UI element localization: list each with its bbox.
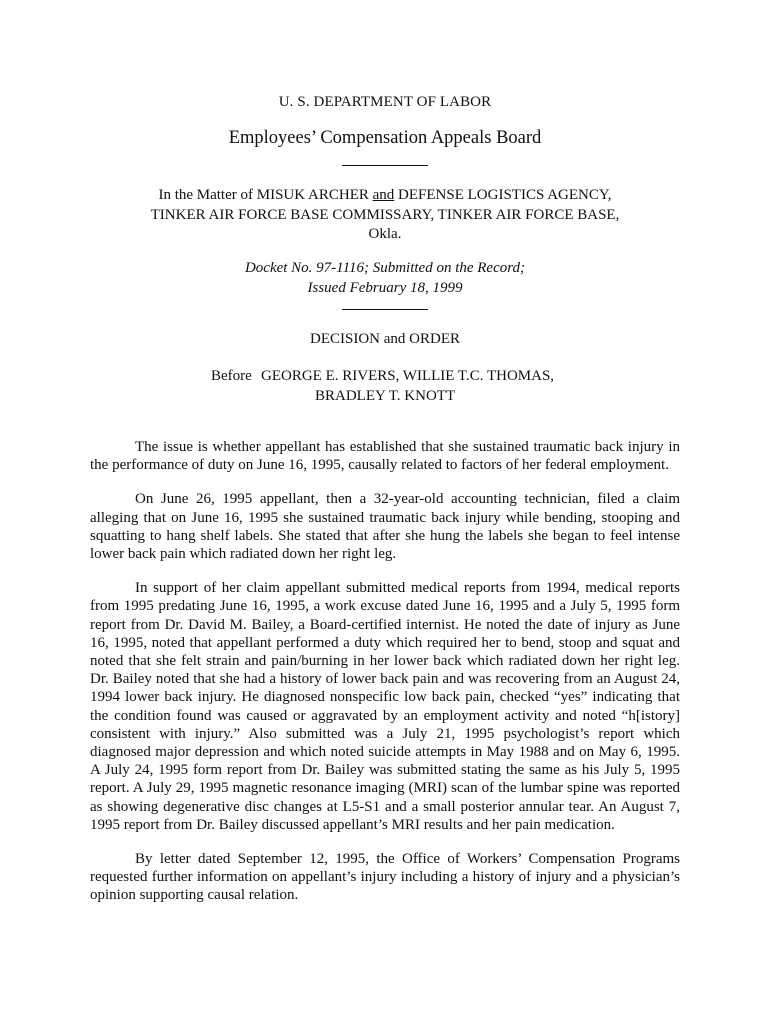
paragraph: In support of her claim appellant submitted medical reports from 1994, medical reports from 1995 predating June 16, 1995, a work excuse dated June 16, 1995 and a July 5, 1995 form report from Dr. David M. Bailey, a Board-certified internist. He noted the date of injury as June 16, 1995, noted that appellant performed a duty which required her to bend, stoop and squat and noted that she felt strain and pain/burning in her lower back which radiated down her right leg. Dr. Bailey noted that she had a history of lower back pain and was recovering from an August 24, 1994 lower back injury. He diagnosed nonspecific low back pain, checked “yes” indicating that the condition found was caused or aggravated by an employment activity and noted “h[istory] consistent with injury.” Also submitted was a July 21, 1995 psychologist’s report which diagnosed major depression and which noted suicide attempts in May 1988 and on May 6, 1995. A July 24, 1995 form report from Dr. Bailey was submitted stating the same as his July 5, 1995 report. A July 29, 1995 magnetic resonance imaging (MRI) scan of the lumbar spine was reported as showing degenerative disc changes at L5-S1 and a small posterior annular tear. An August 7, 1995 report from Dr. Bailey discussed appellant’s MRI results and her pain medication. xyxy=(90,580,680,833)
before-judges xyxy=(211,367,555,404)
department-heading: U. S. DEPARTMENT OF LABOR xyxy=(278,94,492,110)
paragraph: By letter dated September 12, 1995, the Office of Workers’ Compensation Programs requested further information on appellant’s injury including a history of injury and a physician’s opinion supporting causal relation. xyxy=(90,851,680,904)
matter-and: and xyxy=(372,187,395,203)
matter-caption xyxy=(0,186,770,245)
paragraph: The issue is whether appellant has established that she sustained traumatic back injury in the performance of duty on June 16, 1995, causally related to factors of her federal employment. xyxy=(90,439,680,474)
matter-line-3: Okla. xyxy=(368,226,402,242)
board-heading: Employees’ Compensation Appeals Board xyxy=(228,128,542,148)
matter-line-1 xyxy=(0,186,770,206)
divider-rule xyxy=(342,309,428,310)
before-label: Before xyxy=(211,368,252,384)
paragraph: On June 26, 1995 appellant, then a 32-year-old accounting technician, filed a claim alleging that on June 16, 1995 she sustained traumatic back injury while bending, stooping and squatting to hang shelf labels. She stated that after she hung the labels she began to feel intense lower back pain which radiated down her right leg. xyxy=(90,491,680,563)
matter-line-2: TINKER AIR FORCE BASE COMMISSARY, TINKER AIR FORCE BASE, xyxy=(150,206,620,223)
docket-info xyxy=(0,259,770,298)
matter-line-1-rest: DEFENSE LOGISTICS AGENCY, xyxy=(394,187,612,203)
docket-line-2: Issued February 18, 1999 xyxy=(307,279,463,296)
docket-line-1: Docket No. 97-1116; Submitted on the Record; xyxy=(244,260,526,276)
divider-rule xyxy=(342,165,428,166)
matter-prefix: In the Matter of MISUK ARCHER xyxy=(158,187,373,203)
decision-body xyxy=(90,438,680,921)
decision-title: DECISION and ORDER xyxy=(310,331,460,347)
judges-line-2: BRADLEY T. KNOTT xyxy=(315,387,456,404)
judges-line-1: GEORGE E. RIVERS, WILLIE T.C. THOMAS, xyxy=(261,368,555,384)
